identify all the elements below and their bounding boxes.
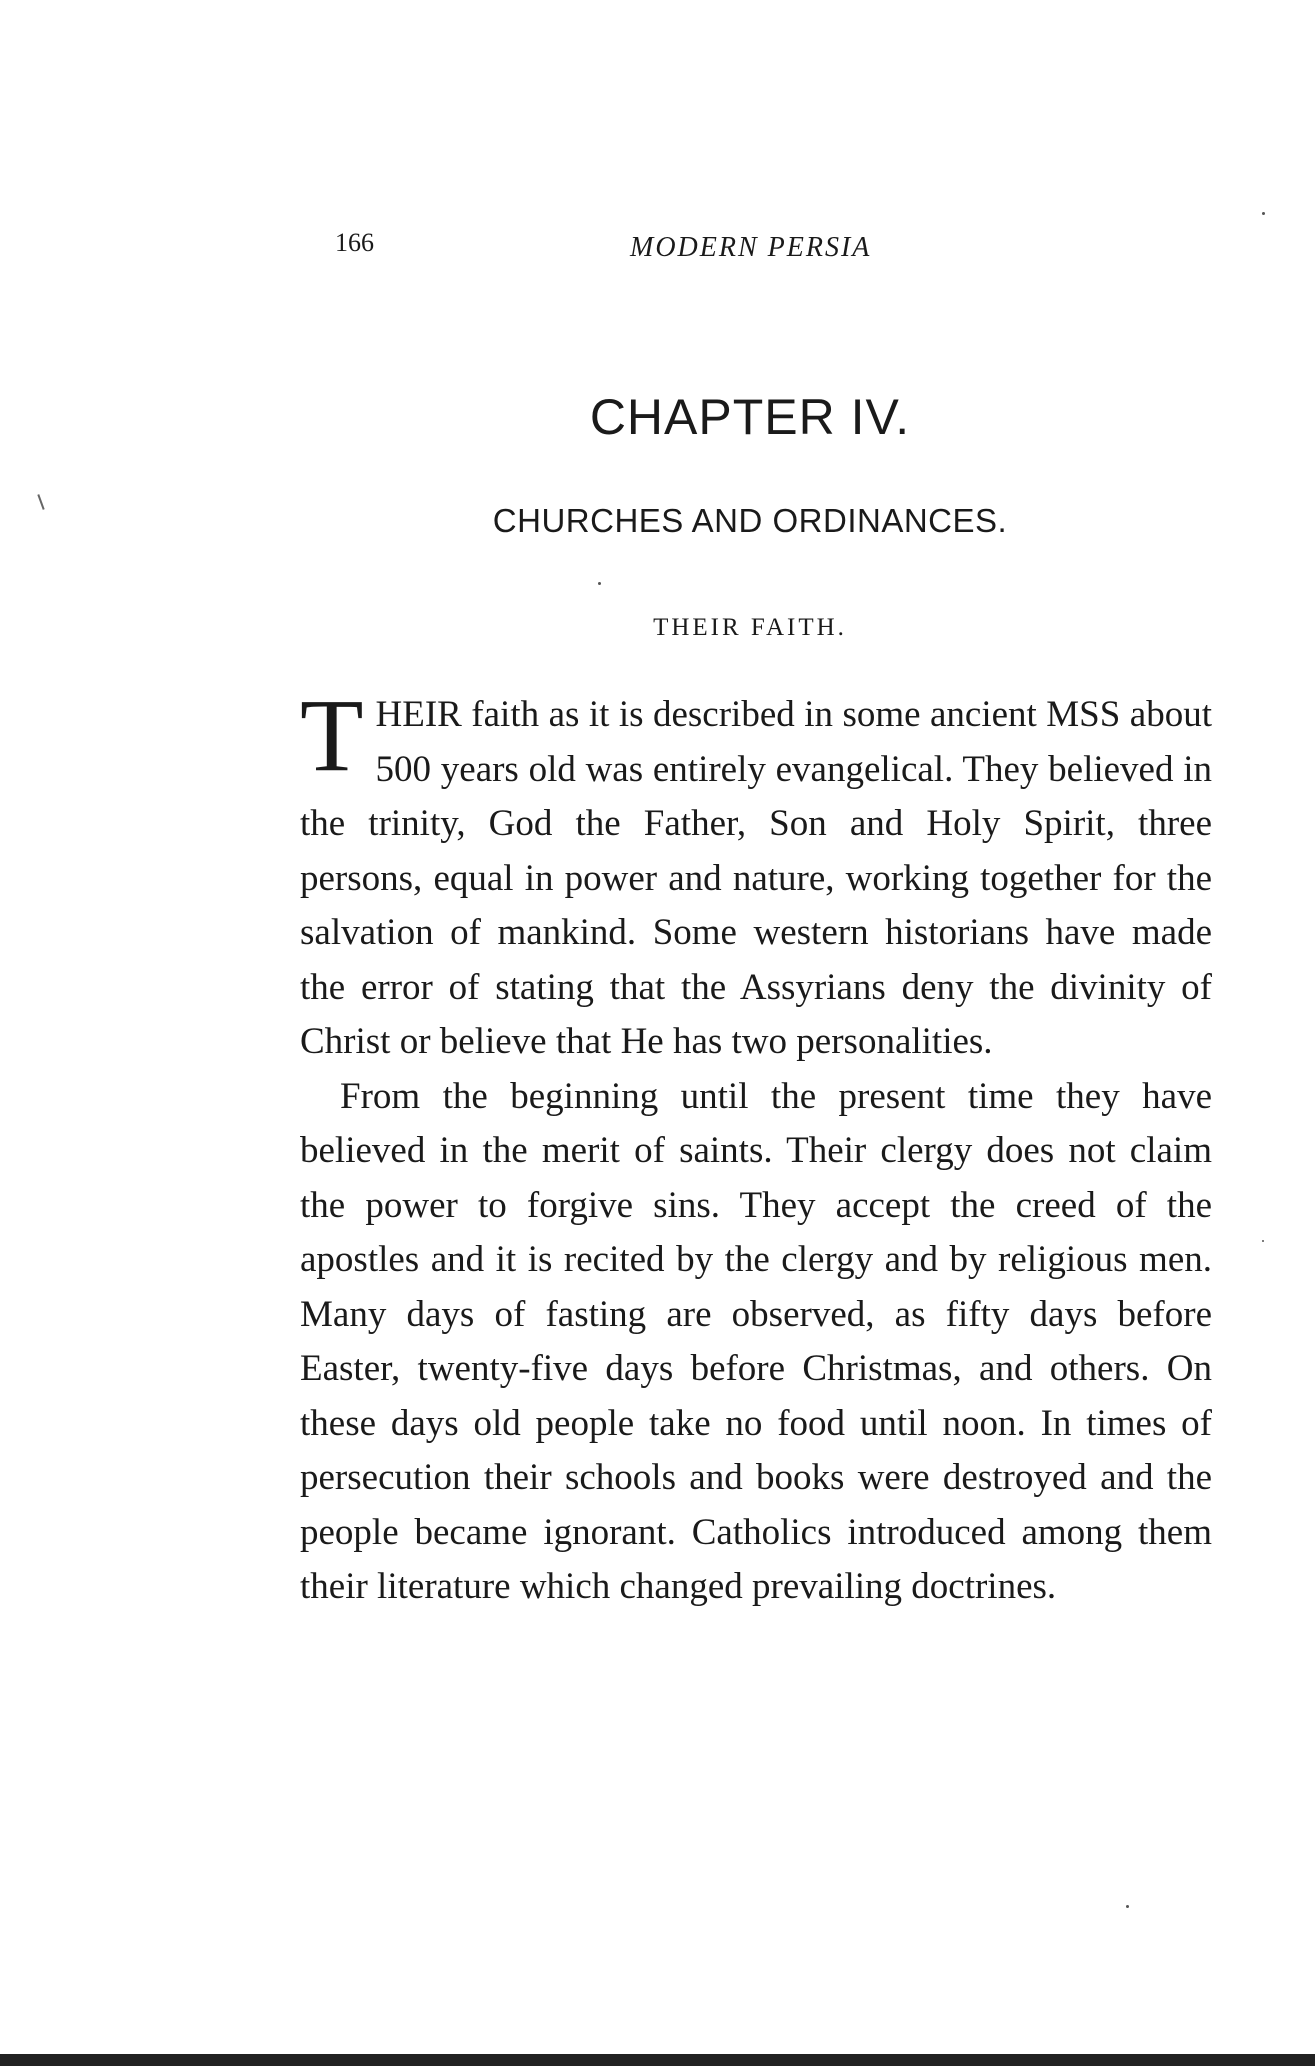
page-speck <box>1126 1905 1129 1908</box>
page-speck <box>1262 212 1265 215</box>
drop-cap: T <box>300 678 364 793</box>
margin-mark <box>37 494 44 510</box>
book-title: MODERN PERSIA <box>630 232 872 263</box>
page-speck <box>1262 1240 1264 1242</box>
body-text <box>300 678 1212 1615</box>
chapter-heading: CHAPTER IV. <box>589 389 911 445</box>
paragraph-2: From the beginning until the present time they have believed in the merit of saints. Their clergy does not claim the power to forgive sins. They accept the creed of the apostles and it is recited by the clergy and by religious men. Many days of fasting are observed, as fifty days before Easter, twenty-five days before Christmas, and others. On these days old people take no food until noon. In times of persecution their schools and books were destroyed and the people became ignorant. Catholics introduced among them their literature which changed prevailing doctrines. <box>300 1075 1212 1607</box>
chapter-subtitle: CHURCHES AND ORDINANCES. <box>492 502 1008 539</box>
page-speck <box>598 582 601 585</box>
section-heading: THEIR FAITH. <box>653 614 847 641</box>
page-bottom-edge <box>0 2054 1315 2066</box>
paragraph-1 <box>300 678 1212 1070</box>
running-head <box>335 228 945 268</box>
paragraph-1-text: HEIR faith as it is described in some ancient MSS about 500 years old was entirely evangelical. They believed in the trinity, God the Father, Son and Holy Spirit, three persons, equal in power and nature, working together for the salvation of mankind. Some western historians have made the error of stating that the Assyrians deny the divinity of Christ or believe that He has two personalities. <box>300 694 1212 1062</box>
page-number: 166 <box>335 228 374 257</box>
